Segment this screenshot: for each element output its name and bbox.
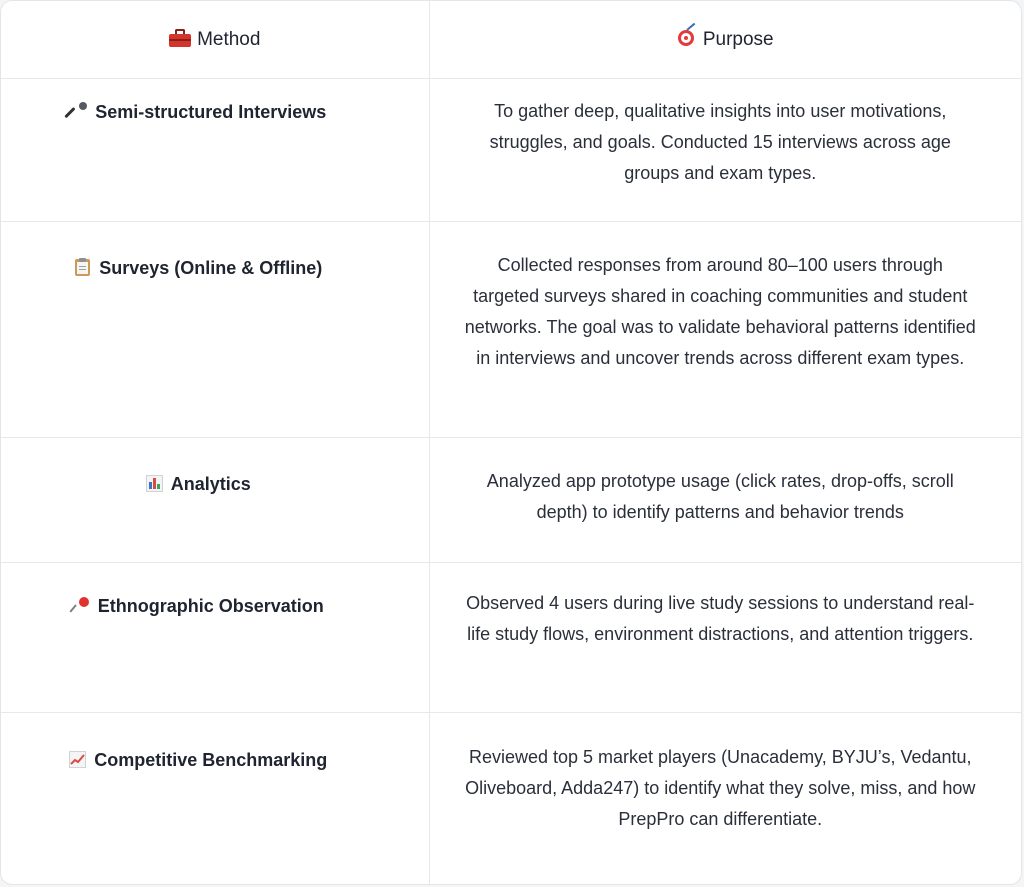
toolbox-icon [169, 29, 191, 47]
method-label: Ethnographic Observation [97, 596, 324, 616]
purpose-cell: Collected responses from around 80–100 users through targeted surveys shared in coaching communities and student networks. The goal was to validate behavioral patterns identified in interviews and uncover trends across different exam types. [429, 222, 1021, 438]
purpose-column-header [429, 1, 1021, 79]
chart-increasing-icon [68, 750, 88, 768]
purpose-cell: Analyzed app prototype usage (click rates, drop-offs, scroll depth) to identify patterns and behavior trends [429, 438, 1021, 563]
purpose-cell: Reviewed top 5 market players (Unacademy, BYJU’s, Vedantu, Oliveboard, Adda247) to identify what they solve, miss, and how PrepPro can differentiate. [429, 713, 1021, 885]
table-header-row [1, 1, 1021, 79]
table-row [1, 713, 1021, 885]
method-cell [1, 222, 429, 438]
method-cell [1, 79, 429, 222]
method-cell [1, 563, 429, 713]
method-label: Semi-structured Interviews [95, 102, 327, 122]
method-column-header [1, 1, 429, 79]
target-icon [677, 29, 697, 47]
table-row [1, 79, 1021, 222]
pushpin-icon [72, 596, 92, 614]
method-header-label: Method [197, 28, 261, 50]
bar-chart-icon [145, 474, 165, 492]
research-methods-table [1, 1, 1021, 884]
table-row [1, 222, 1021, 438]
purpose-header-label: Purpose [702, 28, 774, 50]
method-cell [1, 438, 429, 563]
purpose-cell: To gather deep, qualitative insights into user motivations, struggles, and goals. Conducted 15 interviews across age groups and exam types. [429, 79, 1021, 222]
method-label: Competitive Benchmarking [94, 750, 328, 770]
clipboard-icon [73, 258, 93, 276]
table-row [1, 438, 1021, 563]
method-label: Analytics [170, 474, 251, 494]
purpose-cell: Observed 4 users during live study sessions to understand real-life study flows, environment distractions, and attention triggers. [429, 563, 1021, 713]
method-cell [1, 713, 429, 885]
table-row [1, 563, 1021, 713]
method-label: Surveys (Online & Offline) [99, 258, 323, 278]
microphone-icon [69, 102, 89, 120]
